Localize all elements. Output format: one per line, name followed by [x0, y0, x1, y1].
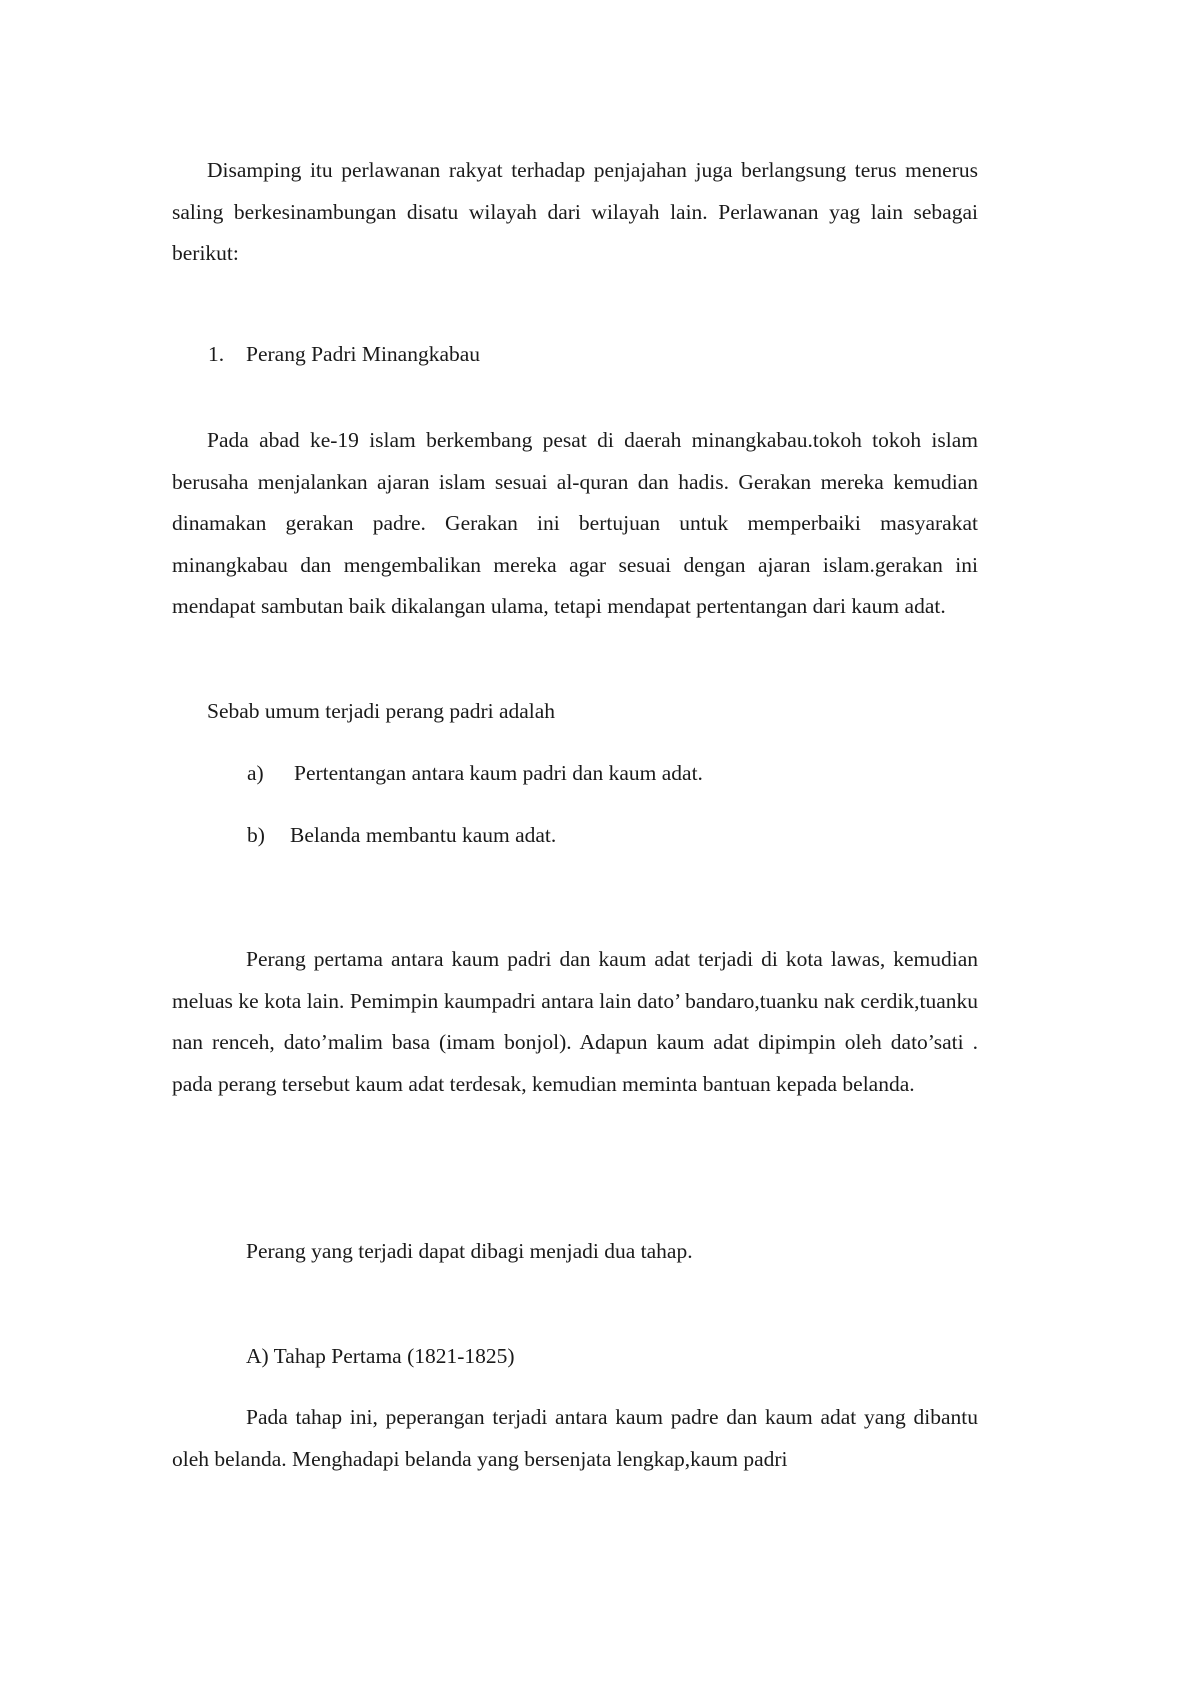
list-item	[247, 753, 703, 795]
section-heading-number: 1.	[208, 342, 225, 366]
list-item-marker: a)	[247, 761, 264, 785]
section-heading-title: Perang Padri Minangkabau	[246, 342, 481, 366]
causes-intro: Sebab umum terjadi perang padri adalah	[207, 699, 556, 723]
padri-paragraph: Pada abad ke-19 islam berkembang pesat di daerah minangkabau.tokoh tokoh islam berusaha menjalankan ajaran islam sesuai al-quran dan hadis. Gerakan mereka kemudian dinamakan gerakan padre. Gerakan ini bertujuan untuk memperbaiki masyarakat minangkabau dan mengembalikan mereka agar sesuai dengan ajaran islam.gerakan ini mendapat sambutan baik dikalangan ulama, tetapi mendapat pertentangan dari kaum adat.	[172, 428, 978, 618]
section-heading	[208, 334, 480, 376]
list-item	[247, 815, 556, 857]
stage-one-paragraph: Pada tahap ini, peperangan terjadi antara kaum padre dan kaum adat yang dibantu oleh belanda. Menghadapi belanda yang bersenjata lengkap,kaum padri	[172, 1405, 978, 1471]
first-war-paragraph: Perang pertama antara kaum padri dan kaum adat terjadi di kota lawas, kemudian meluas ke kota lain. Pemimpin kaumpadri antara lain dato’ bandaro,tuanku nak cerdik,tuanku nan renceh, dato’malim basa (imam bonjol). Adapun kaum adat dipimpin oleh dato’sati . pada perang tersebut kaum adat terdesak, kemudian meminta bantuan kepada belanda.	[172, 947, 978, 1096]
list-item-text: Belanda membantu kaum adat.	[290, 823, 557, 847]
list-item-text: Pertentangan antara kaum padri dan kaum adat.	[294, 761, 703, 785]
stage-one-heading: A) Tahap Pertama (1821-1825)	[246, 1344, 515, 1368]
list-item-marker: b)	[247, 823, 265, 847]
stages-intro: Perang yang terjadi dapat dibagi menjadi dua tahap.	[246, 1239, 693, 1263]
intro-paragraph: Disamping itu perlawanan rakyat terhadap penjajahan juga berlangsung terus menerus saling berkesinambungan disatu wilayah dari wilayah lain. Perlawanan yag lain sebagai berikut:	[172, 158, 978, 265]
